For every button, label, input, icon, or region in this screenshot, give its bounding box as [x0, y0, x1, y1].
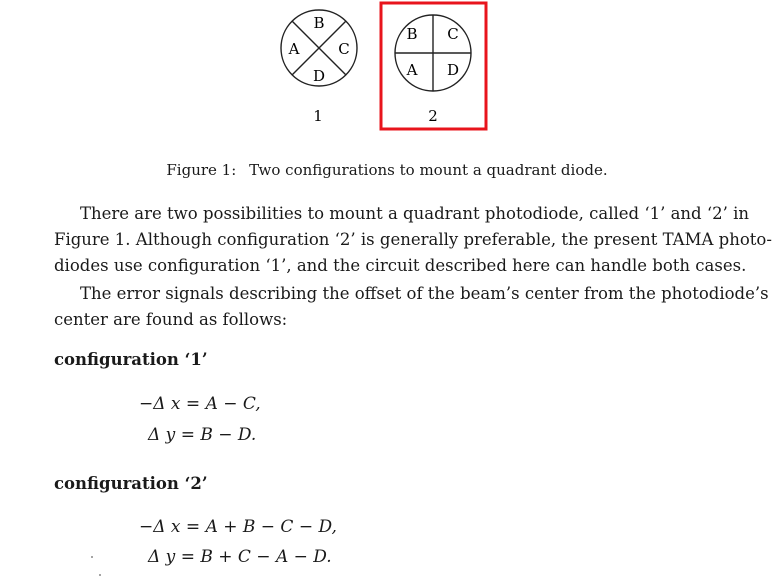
paragraph-2-line: center are found as follows: [54, 310, 288, 329]
paragraph-1 [54, 201, 772, 279]
scan-speck [99, 574, 101, 576]
config-1-number: 1 [313, 107, 323, 125]
config-1-label-top: B [313, 14, 325, 32]
paragraph-2 [54, 281, 769, 333]
section-1-equation-1: −Δ x = A − C, [139, 394, 261, 414]
paragraph-1-line: diodes use configuration ‘1’, and the circuit described here can handle both cases. [54, 256, 747, 275]
paragraph-1-line: Figure 1. Although configuration ‘2’ is generally preferable, the present TAMA photo- [54, 230, 772, 249]
config-1-diagram [281, 10, 357, 125]
config-2-number: 2 [428, 107, 438, 125]
caption-label: Figure 1: [166, 161, 237, 179]
config-2-label-top-right: C [447, 25, 459, 43]
section-2-equation-2: Δ y = B + C − A − D. [148, 547, 332, 567]
section-1-equation-2: Δ y = B − D. [148, 425, 257, 445]
caption-text: Two configurations to mount a quadrant diode. [249, 161, 608, 179]
section-1-heading: configuration ‘1’ [54, 350, 208, 369]
config-1-label-left: A [288, 40, 300, 58]
figure-caption [0, 161, 774, 179]
config-1-label-right: C [338, 40, 350, 58]
paragraph-1-line: There are two possibilities to mount a quadrant photodiode, called ‘1’ and ‘2’ in [80, 204, 749, 223]
config-2-diagram [381, 3, 486, 129]
section-2-heading: configuration ‘2’ [54, 474, 208, 493]
config-1-label-bottom: D [312, 67, 326, 85]
paragraph-2-line: The error signals describing the offset of the beam’s center from the photodiode’s [80, 284, 769, 303]
config-2-label-top-left: B [406, 25, 418, 43]
quadrant-diode-figure [0, 0, 774, 150]
config-2-label-bottom-right: D [446, 61, 460, 79]
scan-speck [91, 556, 93, 558]
config-2-label-bottom-left: A [406, 61, 418, 79]
section-2-equation-1: −Δ x = A + B − C − D, [139, 517, 337, 537]
